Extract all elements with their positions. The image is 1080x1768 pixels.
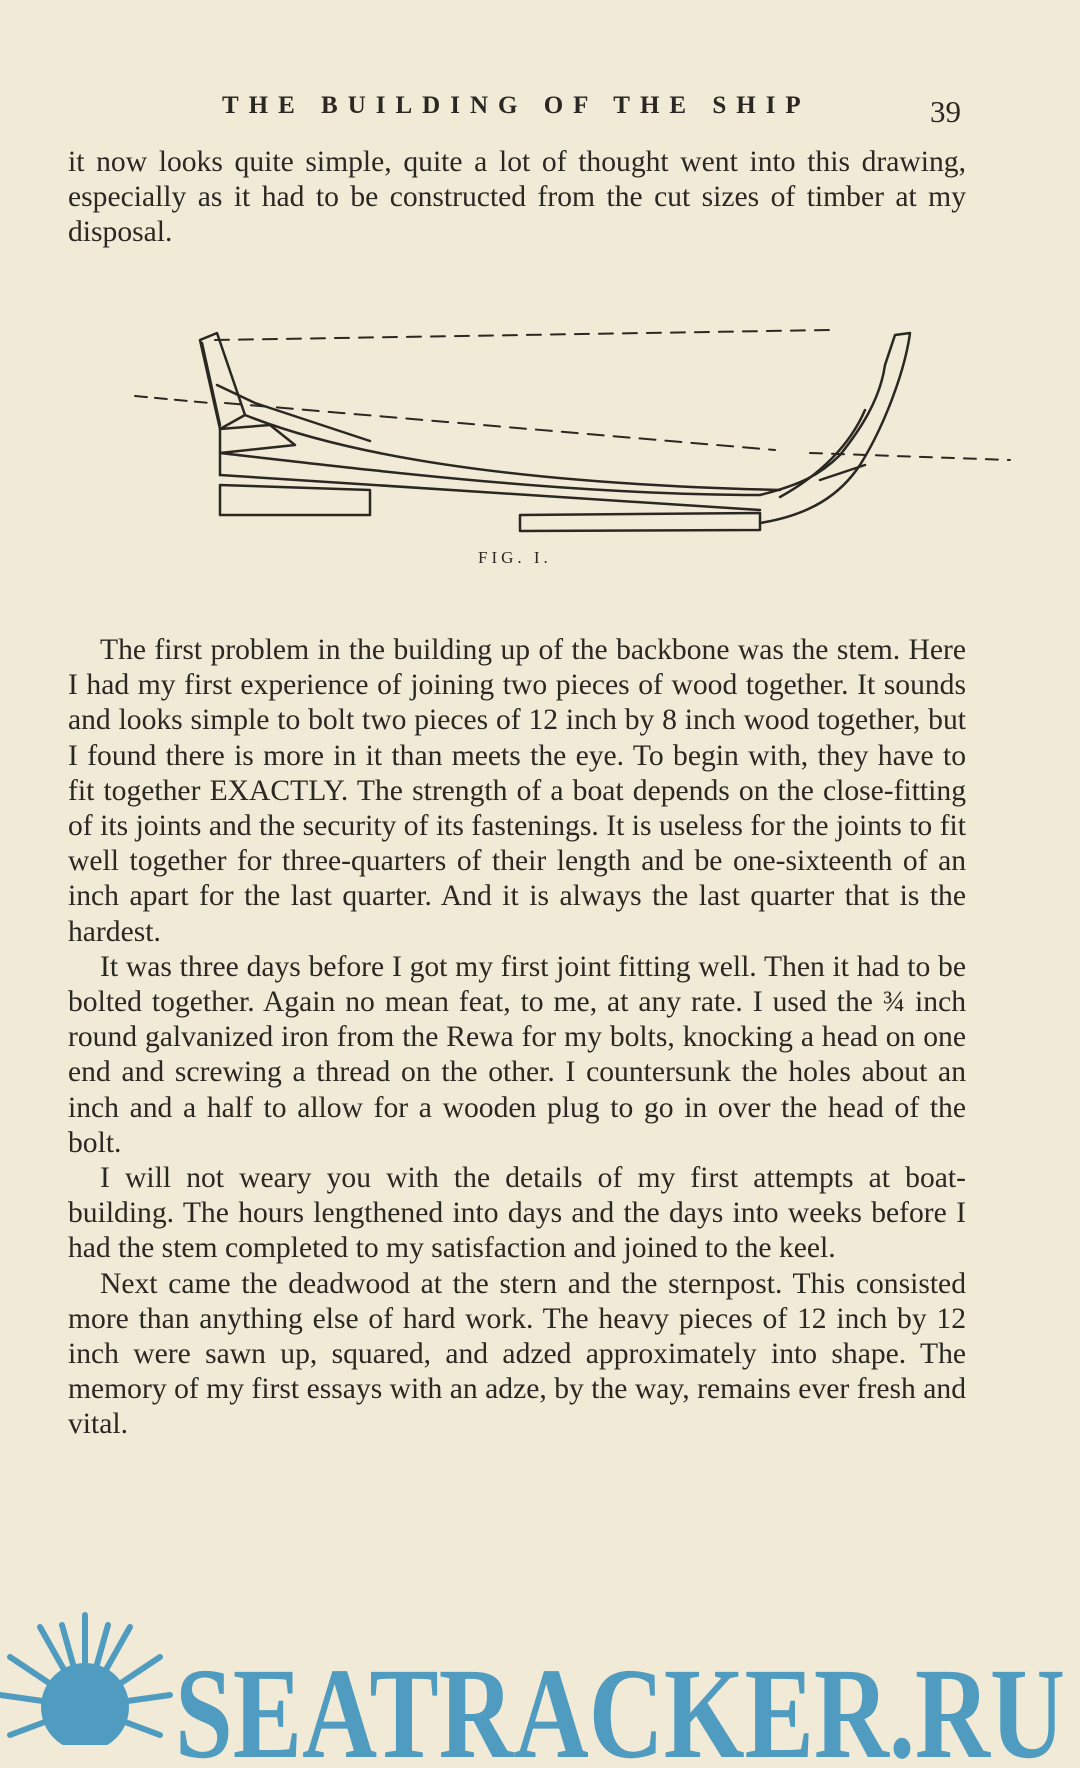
paragraph: The first problem in the building up of the backbone was the stem. Here I had my first experience of joining two pieces of wood together. It sounds and looks simple to bolt two pieces of 12 inch by 8 inch wood together, but I found there is more in it than meets the eye. To begin with, they have to fit together EXACTLY. The strength of a boat depends on the close-fitting of its joints and the security of its fastenings. It is useless for the joints to fit well together for three-quarters of their length and be one-sixteenth of an inch apart for the last quarter. And it is always the last quarter that is the hardest. [68, 634, 966, 948]
paragraph: Next came the deadwood at the stern and the sternpost. This consisted more than anything else of hard work. The heavy pieces of 12 inch by 12 inch were sawn up, squared, and adzed approximately into shape. The memory of my first essays with an adze, by the way, remains ever fresh and vital. [68, 1267, 966, 1441]
paragraph: I will not weary you with the details of my first attempts at boat-building. The hours lengthened into days and the days into weeks before I had the stem completed to my satisfaction and joined to the keel. [68, 1162, 966, 1265]
intro-paragraph: it now looks quite simple, quite a lot of thought went into this drawing, especially as it had to be constructed from the cut sizes of timber at my disposal. [68, 146, 966, 249]
paragraph: It was three days before I got my first joint fitting well. Then it had to be bolted together. Again no mean feat, to me, at any rate. I used the ¾ inch round galvanized iron from the Rewa for my bolts, knocking a head on one end and screwing a thread on the other. I countersunk the holes about an inch and a half to allow for a wooden plug to go in over the head of the bolt. [68, 950, 966, 1159]
boat-backbone-diagram-icon [120, 325, 1020, 555]
watermark-logo [0, 1595, 1080, 1768]
running-head: THE BUILDING OF THE SHIP [222, 92, 811, 119]
intro-text [68, 145, 966, 251]
page-number: 39 [930, 94, 961, 129]
sun-icon [0, 1615, 175, 1768]
watermark-text: SEATRACKER.RU [175, 1642, 1065, 1768]
figure-caption: FIG. I. [478, 548, 552, 567]
body-text [68, 633, 966, 1443]
